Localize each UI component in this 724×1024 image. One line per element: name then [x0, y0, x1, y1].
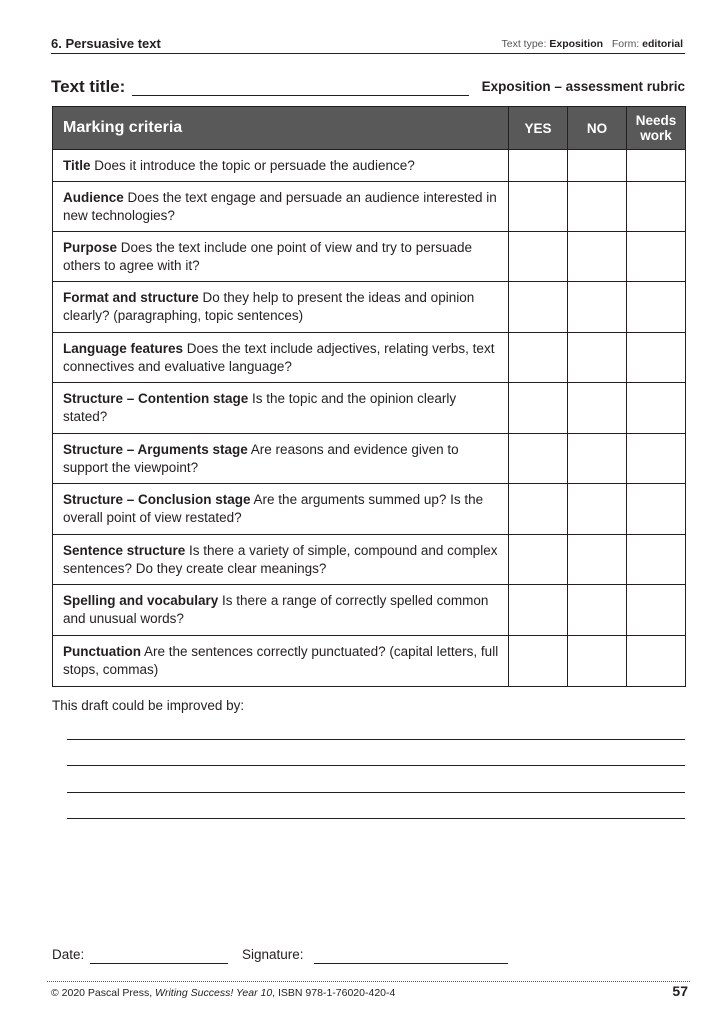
needs-work-box[interactable] — [627, 636, 686, 687]
criterion-title: Structure – Arguments stage — [63, 441, 248, 457]
date-label: Date: — [52, 947, 85, 962]
page-number: 57 — [672, 983, 688, 999]
form-label: Form: — [611, 38, 640, 50]
yes-box[interactable] — [509, 232, 568, 282]
criterion-title: Audience — [63, 189, 124, 205]
needs-work-box[interactable] — [627, 585, 686, 636]
footer-rule — [47, 981, 690, 982]
writing-line — [67, 792, 685, 793]
no-box[interactable] — [568, 585, 627, 636]
text-title-line — [132, 95, 469, 96]
yes-box[interactable] — [509, 383, 568, 434]
criterion-cell — [53, 383, 509, 434]
table-row — [53, 282, 686, 333]
criterion-question: Does the text include adjectives, relating verbs, text connectives and evaluative language? — [63, 340, 495, 374]
table-row — [53, 232, 686, 282]
criterion-cell — [53, 333, 509, 383]
criterion-question: Does the text include one point of view and try to persuade others to agree with it? — [63, 239, 472, 273]
needs-work-box[interactable] — [627, 333, 686, 383]
yes-box[interactable] — [509, 636, 568, 687]
needs-work-box[interactable] — [627, 484, 686, 535]
criterion-cell — [53, 232, 509, 282]
table-row — [53, 333, 686, 383]
signature-label: Signature: — [242, 947, 304, 962]
no-box[interactable] — [568, 535, 627, 585]
criterion-question: Does the text engage and persuade an audience interested in new technologies? — [63, 189, 497, 223]
criterion-cell — [53, 182, 509, 232]
table-row — [53, 182, 686, 232]
criterion-title: Structure – Conclusion stage — [63, 492, 251, 507]
copyright-prefix: © 2020 Pascal Press, — [51, 987, 156, 999]
no-box[interactable] — [568, 150, 627, 182]
no-header: NO — [568, 107, 627, 150]
table-row — [53, 383, 686, 434]
table-row — [53, 585, 686, 636]
no-box[interactable] — [568, 434, 627, 484]
criterion-title: Sentence structure — [63, 542, 186, 558]
text-title-label: Text title: — [51, 77, 126, 96]
yes-box[interactable] — [509, 484, 568, 535]
criterion-cell — [53, 484, 509, 535]
yes-header: YES — [509, 107, 568, 150]
criterion-cell — [53, 282, 509, 333]
yes-box[interactable] — [509, 150, 568, 182]
needs-work-box[interactable] — [627, 150, 686, 182]
date-line — [90, 963, 228, 964]
criterion-question: Are the sentences correctly punctuated? (capital letters, full stops, commas) — [63, 644, 499, 677]
no-box[interactable] — [568, 282, 627, 333]
improved-by-label: This draft could be improved by: — [52, 698, 245, 713]
no-box[interactable] — [568, 484, 627, 535]
criterion-cell — [53, 585, 509, 636]
no-box[interactable] — [568, 182, 627, 232]
criterion-title: Spelling and vocabulary — [63, 593, 219, 608]
criterion-question: Do they help to present the ideas and opinion clearly? (paragraphing, topic sentences) — [63, 290, 475, 323]
criterion-question: Is there a range of correctly spelled common and unusual words? — [63, 593, 489, 626]
copyright-footer — [51, 987, 395, 999]
signature-line — [314, 963, 508, 964]
yes-box[interactable] — [509, 585, 568, 636]
rubric-body — [53, 150, 686, 687]
form-value: editorial — [642, 38, 683, 50]
criterion-question: Are the arguments summed up? Is the overall point of view restated? — [63, 492, 484, 525]
needs-work-box[interactable] — [627, 383, 686, 434]
writing-line — [67, 818, 685, 819]
needs-work-box[interactable] — [627, 434, 686, 484]
table-row — [53, 535, 686, 585]
criterion-question: Are reasons and evidence given to support the viewpoint? — [63, 441, 459, 475]
criterion-cell — [53, 535, 509, 585]
criterion-title: Title — [63, 157, 91, 173]
needs-work-box[interactable] — [627, 232, 686, 282]
yes-box[interactable] — [509, 282, 568, 333]
writing-line — [67, 765, 685, 766]
table-row — [53, 484, 686, 535]
criterion-question: Does it introduce the topic or persuade the audience? — [90, 157, 415, 173]
criterion-title: Language features — [63, 340, 184, 356]
marking-criteria-header: Marking criteria — [53, 107, 509, 150]
criterion-cell — [53, 434, 509, 484]
needs-work-box[interactable] — [627, 282, 686, 333]
signature-row — [52, 947, 692, 967]
needs-work-header: Needs work — [627, 107, 686, 150]
no-box[interactable] — [568, 333, 627, 383]
yes-box[interactable] — [509, 333, 568, 383]
criterion-title: Punctuation — [63, 644, 141, 659]
criterion-question: Is there a variety of simple, compound and complex sentences? Do they create clear meanings? — [63, 542, 498, 576]
yes-box[interactable] — [509, 182, 568, 232]
text-title-row — [51, 76, 685, 98]
rubric-name: Exposition – assessment rubric — [481, 79, 685, 94]
criterion-title: Purpose — [63, 239, 118, 255]
table-header-row — [53, 107, 686, 150]
table-row — [53, 434, 686, 484]
yes-box[interactable] — [509, 535, 568, 585]
section-title: 6. Persuasive text — [51, 36, 161, 51]
no-box[interactable] — [568, 636, 627, 687]
text-type-label: Text type: — [501, 38, 547, 50]
text-type-value: Exposition — [549, 38, 604, 50]
writing-line — [67, 739, 685, 740]
needs-work-box[interactable] — [627, 535, 686, 585]
needs-work-box[interactable] — [627, 182, 686, 232]
yes-box[interactable] — [509, 434, 568, 484]
table-row — [53, 636, 686, 687]
criterion-title: Structure – Contention stage — [63, 391, 249, 406]
criterion-title: Format and structure — [63, 290, 199, 305]
criterion-cell — [53, 636, 509, 687]
no-box[interactable] — [568, 383, 627, 434]
page-header — [51, 33, 685, 54]
table-row — [53, 150, 686, 182]
copyright-suffix: , ISBN 978-1-76020-420-4 — [272, 987, 396, 999]
text-type-meta — [502, 38, 684, 50]
book-title: Writing Success! Year 10 — [155, 987, 273, 999]
assessment-rubric-table — [52, 106, 686, 687]
criterion-cell — [53, 150, 509, 182]
criterion-question: Is the topic and the opinion clearly stated? — [63, 391, 457, 424]
no-box[interactable] — [568, 232, 627, 282]
